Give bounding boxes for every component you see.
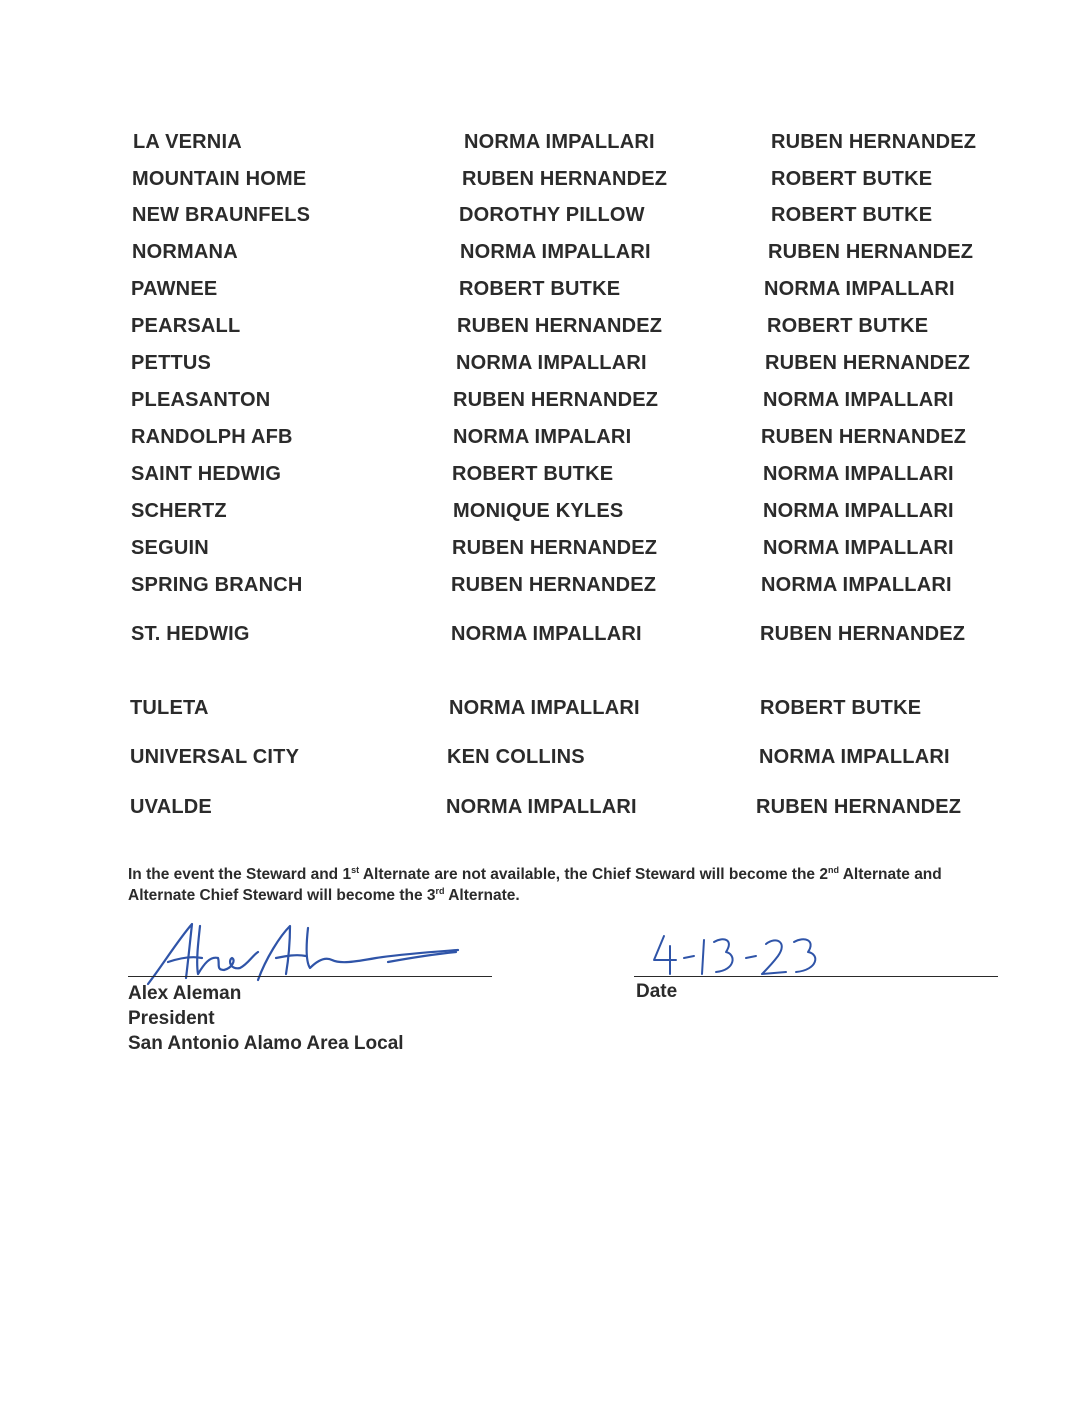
alternate-cell: RUBEN HERNANDEZ	[765, 352, 971, 374]
office-cell: PAWNEE	[131, 278, 218, 300]
steward-cell: ROBERT BUTKE	[452, 463, 614, 485]
steward-cell: MONIQUE KYLES	[453, 500, 624, 522]
alternate-cell: ROBERT BUTKE	[771, 204, 933, 226]
office-cell: SCHERTZ	[131, 500, 227, 522]
table-row	[0, 241, 1088, 271]
note-part: Alternate are not available, the Chief Steward will become the 2	[359, 866, 828, 883]
signature-line	[128, 976, 492, 977]
handwritten-signature	[140, 918, 470, 988]
steward-cell: DOROTHY PILLOW	[459, 204, 645, 226]
alternate-cell: RUBEN HERNANDEZ	[756, 796, 962, 818]
steward-cell: RUBEN HERNANDEZ	[452, 537, 658, 559]
office-cell: NEW BRAUNFELS	[132, 204, 311, 226]
office-cell: UNIVERSAL CITY	[130, 746, 300, 768]
note-sup: nd	[827, 864, 839, 875]
steward-cell: RUBEN HERNANDEZ	[457, 315, 663, 337]
office-cell: RANDOLPH AFB	[131, 426, 293, 448]
table-row	[0, 697, 1088, 727]
table-row	[0, 500, 1088, 530]
signer-title: President	[128, 1008, 215, 1029]
table-row	[0, 796, 1088, 826]
alternate-cell: NORMA IMPALLARI	[763, 463, 954, 485]
note-part: Alternate.	[444, 887, 520, 904]
table-row	[0, 463, 1088, 493]
office-cell: SAINT HEDWIG	[131, 463, 282, 485]
office-cell: PLEASANTON	[131, 389, 271, 411]
table-row	[0, 278, 1088, 308]
note-part: In the event the Steward and 1	[128, 866, 352, 883]
office-cell: PETTUS	[131, 352, 212, 374]
table-row	[0, 131, 1088, 161]
note-part: Alternate and Alternate Chief Steward will become the 3	[128, 866, 942, 904]
note-sup: st	[351, 864, 360, 875]
steward-cell: NORMA IMPALLARI	[464, 131, 655, 153]
alternate-cell: RUBEN HERNANDEZ	[768, 241, 974, 263]
office-cell: SPRING BRANCH	[131, 574, 303, 596]
signer-organization: San Antonio Alamo Area Local	[128, 1033, 404, 1054]
office-cell: LA VERNIA	[133, 131, 242, 153]
steward-cell: RUBEN HERNANDEZ	[462, 168, 668, 190]
office-cell: UVALDE	[130, 796, 212, 818]
table-row	[0, 389, 1088, 419]
alternate-cell: ROBERT BUTKE	[767, 315, 929, 337]
alternate-cell: RUBEN HERNANDEZ	[760, 623, 966, 645]
table-row	[0, 204, 1088, 234]
alternate-cell: ROBERT BUTKE	[760, 697, 922, 719]
alternate-cell: NORMA IMPALLARI	[763, 389, 954, 411]
steward-cell: NORMA IMPALLARI	[451, 623, 642, 645]
steward-cell: NORMA IMPALLARI	[446, 796, 637, 818]
steward-cell: ROBERT BUTKE	[459, 278, 621, 300]
table-row	[0, 574, 1088, 604]
date-line	[634, 976, 998, 977]
steward-cell: NORMA IMPALLARI	[460, 241, 651, 263]
table-row	[0, 352, 1088, 382]
alternate-cell: RUBEN HERNANDEZ	[771, 131, 977, 153]
alternate-cell: NORMA IMPALLARI	[759, 746, 950, 768]
signer-name: Alex Aleman	[128, 983, 242, 1004]
office-cell: TULETA	[130, 697, 209, 719]
steward-cell: NORMA IMPALARI	[453, 426, 632, 448]
office-cell: SEGUIN	[131, 537, 209, 559]
handwritten-date	[650, 930, 830, 980]
table-row	[0, 168, 1088, 198]
office-cell: PEARSALL	[131, 315, 241, 337]
steward-cell: NORMA IMPALLARI	[456, 352, 647, 374]
table-row	[0, 746, 1088, 776]
table-row	[0, 315, 1088, 345]
table-row	[0, 623, 1088, 653]
steward-cell: NORMA IMPALLARI	[449, 697, 640, 719]
note-sup: rd	[435, 885, 445, 896]
office-cell: NORMANA	[132, 241, 238, 263]
alternate-cell: ROBERT BUTKE	[771, 168, 933, 190]
alternate-cell: NORMA IMPALLARI	[763, 500, 954, 522]
alternate-cell: NORMA IMPALLARI	[761, 574, 952, 596]
table-row	[0, 537, 1088, 567]
alternate-cell: NORMA IMPALLARI	[764, 278, 955, 300]
steward-cell: RUBEN HERNANDEZ	[453, 389, 659, 411]
steward-cell: RUBEN HERNANDEZ	[451, 574, 657, 596]
alternate-note	[128, 864, 958, 906]
table-row	[0, 426, 1088, 456]
steward-cell: KEN COLLINS	[447, 746, 585, 768]
office-cell: ST. HEDWIG	[131, 623, 250, 645]
alternate-cell: NORMA IMPALLARI	[763, 537, 954, 559]
date-label: Date	[636, 981, 678, 1002]
signer-block	[128, 981, 404, 1056]
alternate-cell: RUBEN HERNANDEZ	[761, 426, 967, 448]
office-cell: MOUNTAIN HOME	[132, 168, 307, 190]
